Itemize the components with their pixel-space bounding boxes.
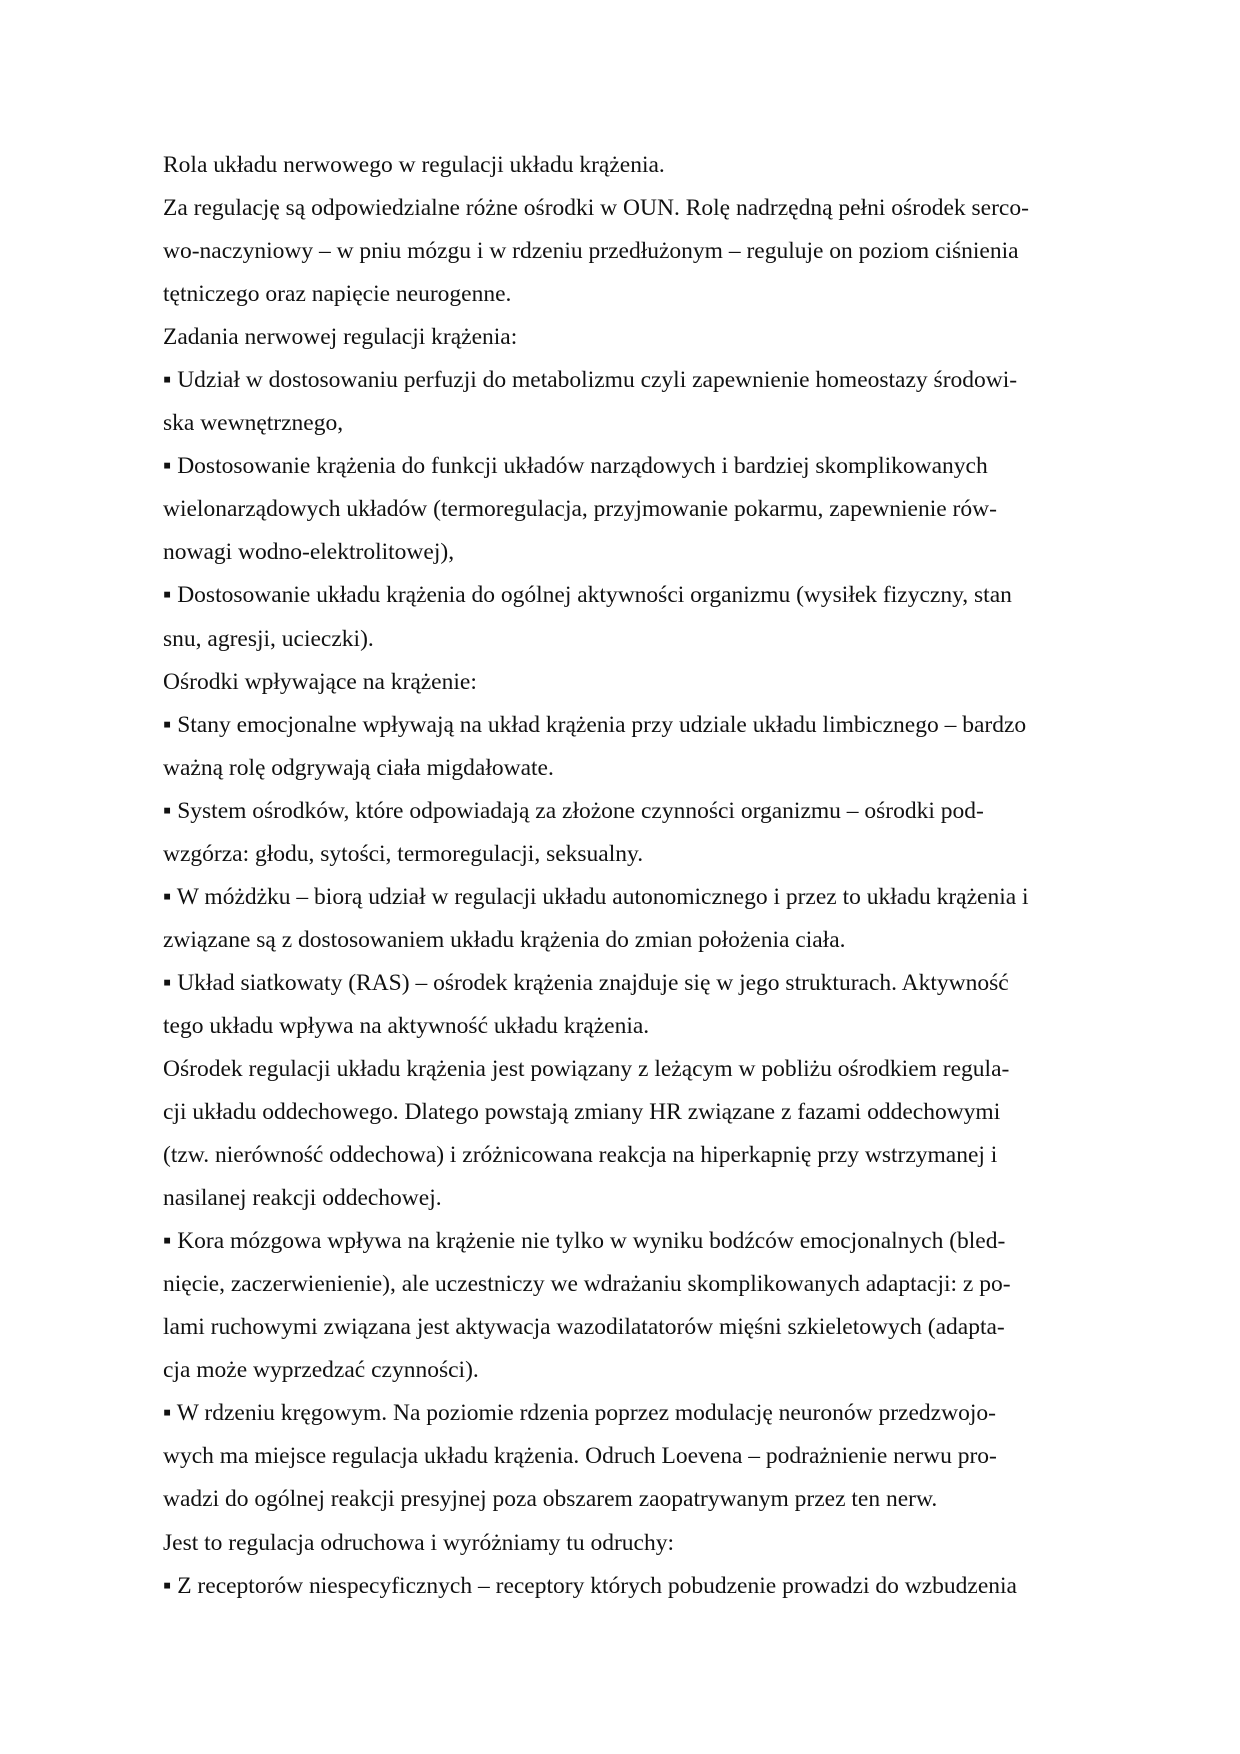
text-line: nowagi wodno-elektrolitowej), [163, 539, 455, 566]
text-line: ska wewnętrznego, [163, 410, 344, 437]
bullet-line: ▪ Z receptorów niespecyficznych – receptory których pobudzenie prowadzi do wzbudzenia [163, 1572, 1017, 1599]
text-line: nasilanej reakcji oddechowej. [163, 1185, 442, 1212]
document-body [163, 144, 1093, 1608]
bullet-line: ▪ Dostosowanie krążenia do funkcji układów narządowych i bardziej skomplikowanych [163, 453, 988, 480]
text-line: ważną rolę odgrywają ciała migdałowate. [163, 754, 554, 781]
text-line: Jest to regulacja odruchowa i wyróżniamy tu odruchy: [163, 1529, 674, 1556]
text-line: wielonarządowych układów (termoregulacja, przyjmowanie pokarmu, zapewnienie rów- [163, 496, 997, 523]
text-line: Za regulację są odpowiedzialne różne ośrodki w OUN. Rolę nadrzędną pełni ośrodek serco- [163, 195, 1029, 222]
text-line: wo-naczyniowy – w pniu mózgu i w rdzeniu przedłużonym – reguluje on poziom ciśnienia [163, 238, 1019, 265]
text-line: Zadania nerwowej regulacji krążenia: [163, 324, 518, 351]
text-line: związane są z dostosowaniem układu krążenia do zmian położenia ciała. [163, 926, 846, 953]
text-line: lami ruchowymi związana jest aktywacja wazodilatatorów mięśni szkieletowych (adapta- [163, 1314, 1005, 1341]
text-line: snu, agresji, ucieczki). [163, 625, 374, 652]
text-line: cji układu oddechowego. Dlatego powstają zmiany HR związane z fazami oddechowymi [163, 1099, 1001, 1126]
text-line: tego układu wpływa na aktywność układu krążenia. [163, 1012, 650, 1039]
text-line: wadzi do ogólnej reakcji presyjnej poza obszarem zaopatrywanym przez ten nerw. [163, 1486, 938, 1513]
text-line: wych ma miejsce regulacja układu krążenia. Odruch Loevena – podrażnienie nerwu pro- [163, 1443, 997, 1470]
bullet-line: ▪ Udział w dostosowaniu perfuzji do metabolizmu czyli zapewnienie homeostazy środowi- [163, 367, 1018, 394]
text-line: tętniczego oraz napięcie neurogenne. [163, 281, 512, 308]
text-line: wzgórza: głodu, sytości, termoregulacji, seksualny. [163, 840, 644, 867]
text-line: Ośrodek regulacji układu krążenia jest powiązany z leżącym w pobliżu ośrodkiem regula- [163, 1055, 1010, 1082]
bullet-line: ▪ Stany emocjonalne wpływają na układ krążenia przy udziale układu limbicznego – bardzo [163, 711, 1027, 738]
text-line: Ośrodki wpływające na krążenie: [163, 668, 477, 695]
bullet-line: ▪ W rdzeniu kręgowym. Na poziomie rdzenia poprzez modulację neuronów przedzwojo- [163, 1400, 996, 1427]
bullet-line: ▪ Kora mózgowa wpływa na krążenie nie tylko w wyniku bodźców emocjonalnych (bled- [163, 1228, 1006, 1255]
text-line: cja może wyprzedzać czynności). [163, 1357, 479, 1384]
bullet-line: ▪ System ośrodków, które odpowiadają za złożone czynności organizmu – ośrodki pod- [163, 797, 984, 824]
text-line: Rola układu nerwowego w regulacji układu krążenia. [163, 152, 665, 178]
bullet-line: ▪ Dostosowanie układu krążenia do ogólnej aktywności organizmu (wysiłek fizyczny, stan [163, 582, 1012, 609]
bullet-line: ▪ W móżdżku – biorą udział w regulacji układu autonomicznego i przez to układu krążenia i [163, 883, 1029, 910]
text-line: nięcie, zaczerwienienie), ale uczestniczy we wdrażaniu skomplikowanych adaptacji: z po- [163, 1271, 1011, 1298]
text-line: (tzw. nierówność oddechowa) i zróżnicowana reakcja na hiperkapnię przy wstrzymanej i [163, 1142, 998, 1169]
bullet-line: ▪ Układ siatkowaty (RAS) – ośrodek krążenia znajduje się w jego strukturach. Aktywność [163, 969, 1009, 996]
